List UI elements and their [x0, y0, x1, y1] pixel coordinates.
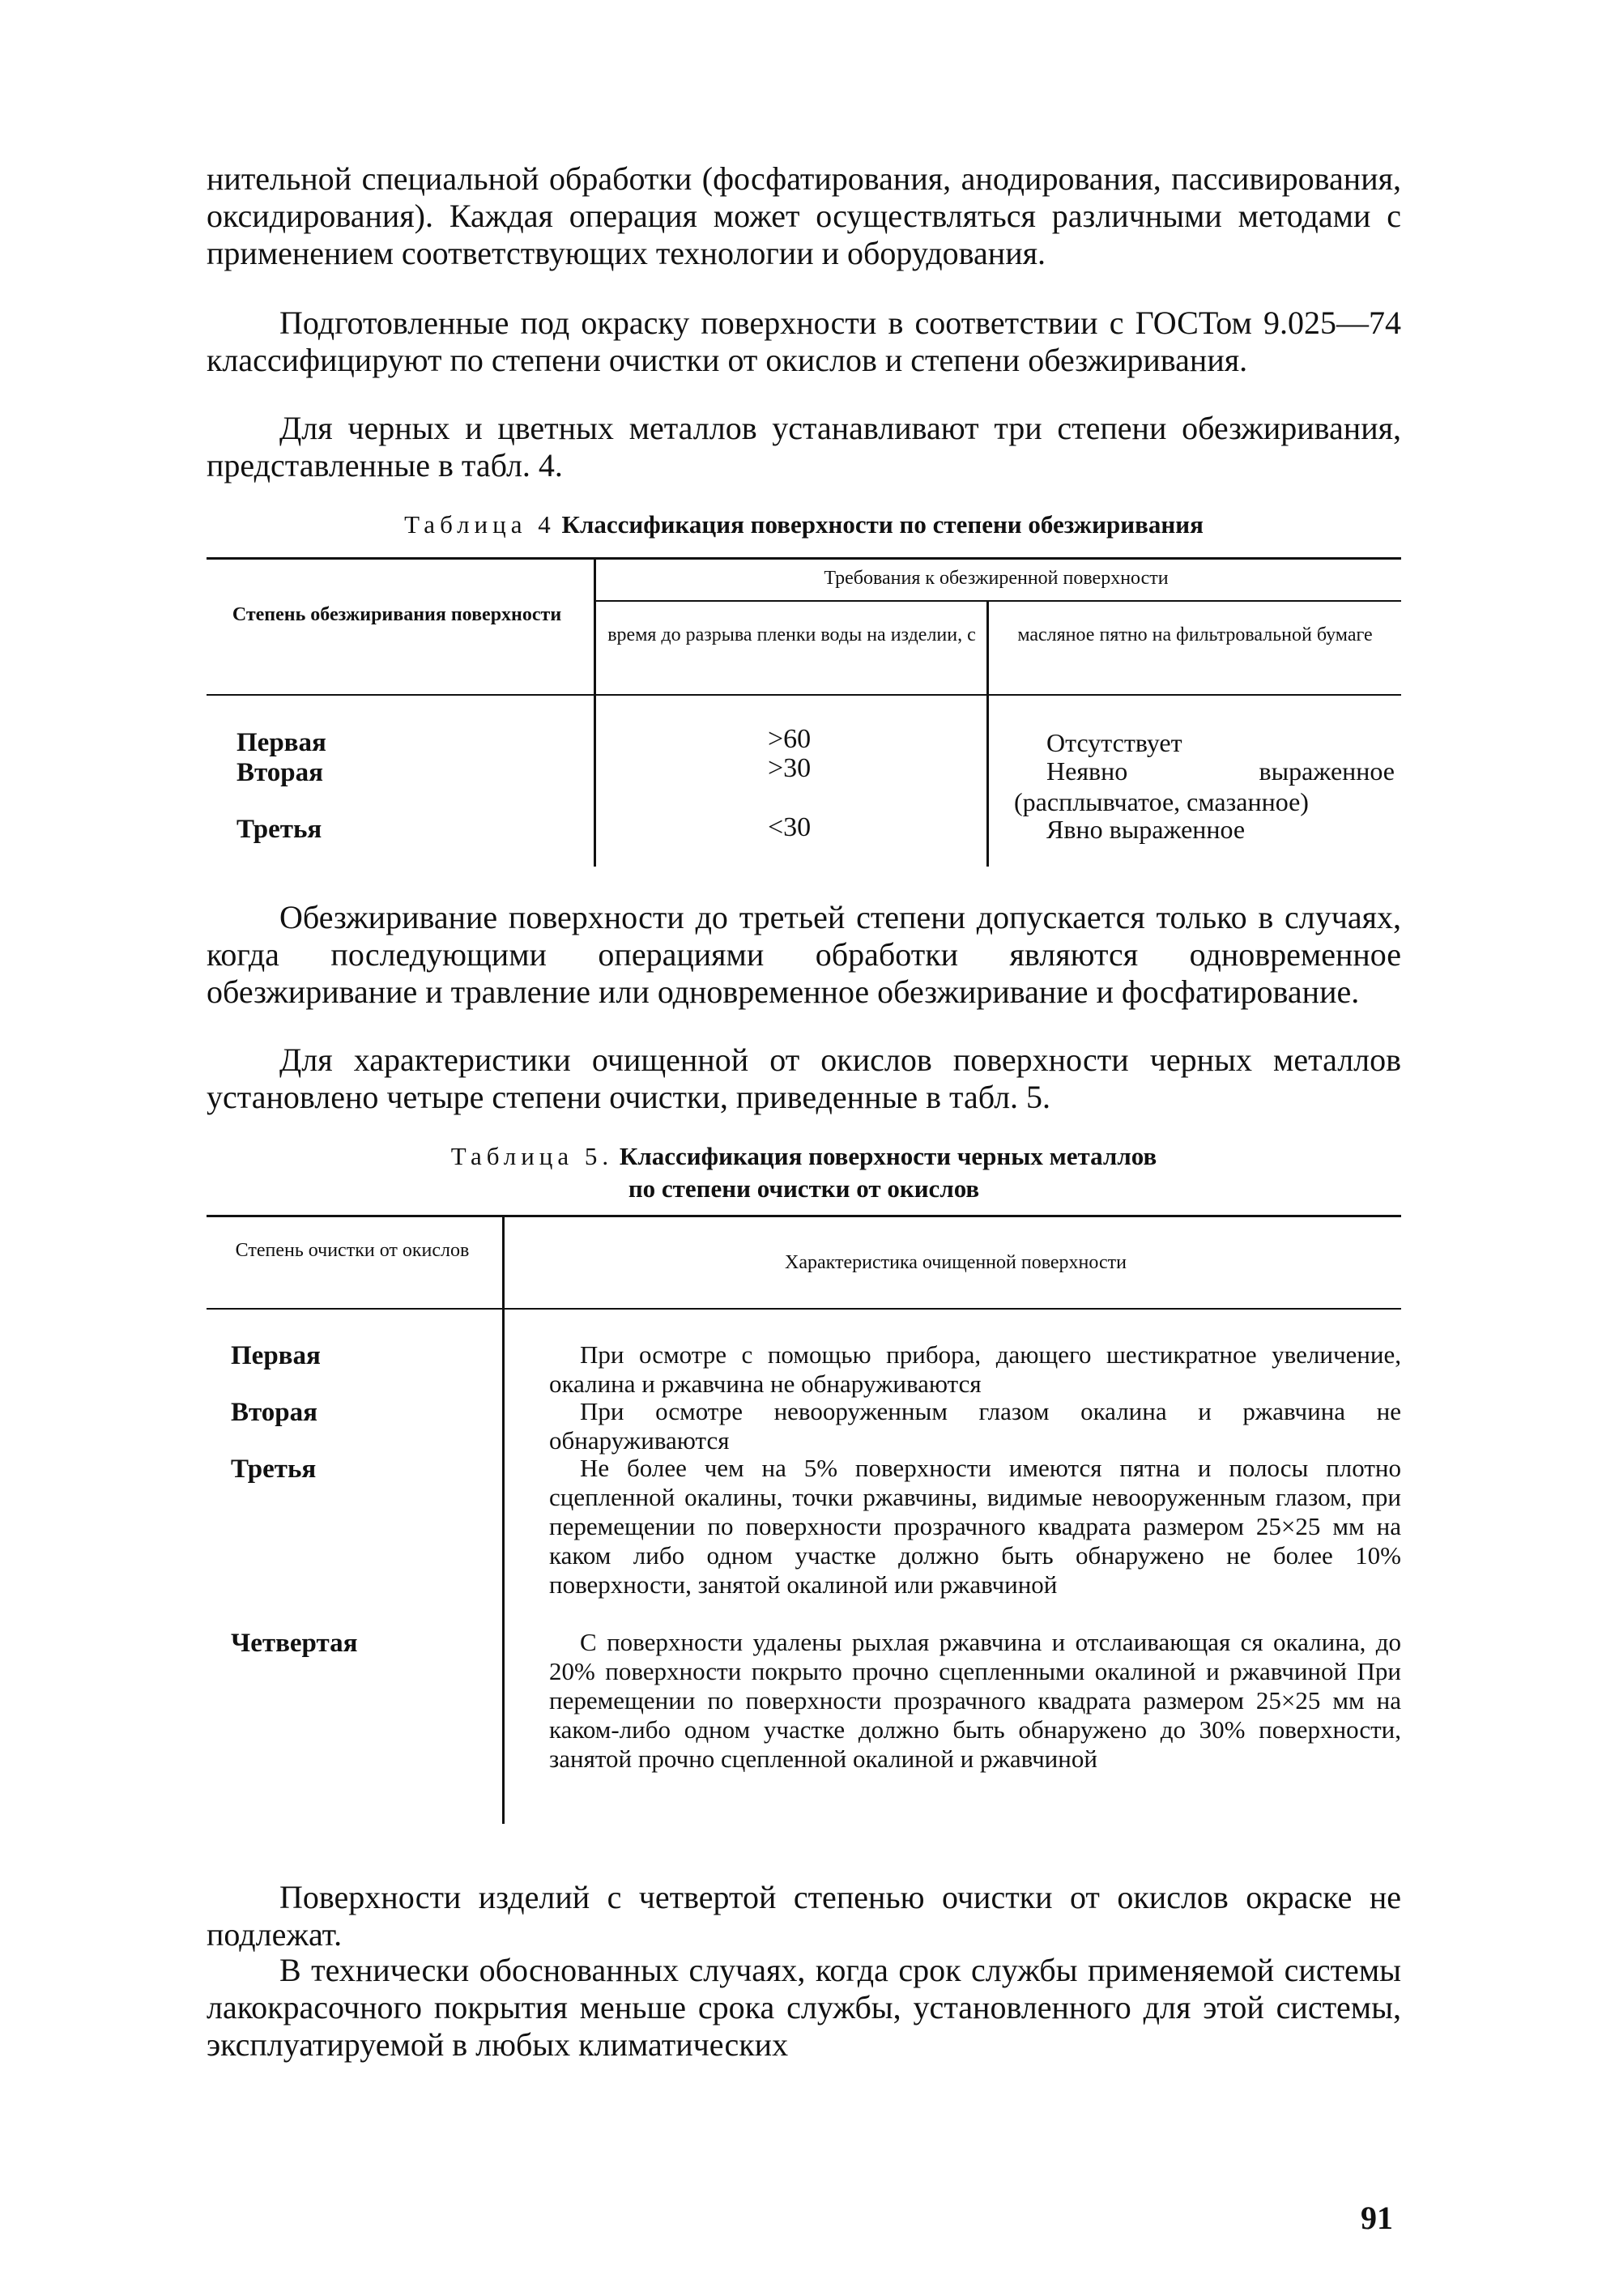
table4-group-header: Требования к обезжиренной поверхности — [824, 568, 1169, 589]
table4-row3-degree: Третья — [236, 815, 322, 844]
table5-row3-text: Не более чем на 5% поверхности имеются пятна и полосы плотно сцепленной окалины, точки ржавчины, видимые невооруженным глазом, при перемещении по поверхности прозрачного квадрата размером 25×25 мм на каком либо одном участке должно быть обнаружено не более 10% поверхности, занятой окалиной или ржавчиной — [549, 1454, 1401, 1599]
table4-row2-degree: Вторая — [236, 758, 323, 787]
table5-caption-title-2: по степени очистки от окислов — [628, 1174, 980, 1203]
table4-row3-time: <30 — [768, 812, 812, 842]
paragraph-6: Поверхности изделий с четвертой степенью очистки от окислов окраске не подлежат. — [207, 1879, 1401, 1953]
table4-top-rule — [207, 557, 1401, 560]
table5-row4-degree: Четвертая — [231, 1629, 358, 1658]
table4-row1-time: >60 — [768, 724, 812, 754]
table5-row3-degree: Третья — [231, 1455, 317, 1484]
paragraph-7: В технически обоснованных случаях, когда срок службы применяемой системы лакокрасочного покрытия меньше срока службы, установленного для этой системы, эксплуатируемой в любых климатических — [207, 1952, 1401, 2063]
table5-col2-header: Характеристика очищенной поверхности — [785, 1252, 1127, 1273]
table5-vline — [502, 1216, 505, 1824]
table4-col2-header: время до разрыва пленки воды на изделии, с — [607, 624, 976, 645]
table4-col1-header: Степень обезжиривания поверхности — [232, 604, 562, 625]
paragraph-1: нительной специальной обработки (фосфатирования, анодирования, пассивирования, оксидирования). Каждая операция может осуществляться различными методами с применением соответствующих технологии и оборудования. — [207, 160, 1401, 271]
paragraph-2: Подготовленные под окраску поверхности в соответствии с ГОСТом 9.025—74 классифицируют по степени очистки от окислов и степени обезжиривания. — [207, 305, 1401, 378]
table4-row2-time: >30 — [768, 753, 812, 783]
table4-row2-spot: Неявно выраженное (расплывчатое, смазанное) — [1014, 756, 1395, 816]
paragraph-4: Обезжиривание поверхности до третьей степени допускается только в случаях, когда последующими операциями обработки являются одновременное обезжиривание и травление или одновременное обезжиривание и фосфатирование. — [207, 899, 1401, 1010]
table4-caption-label: Таблица 4 — [404, 510, 556, 539]
table5-row1-text: При осмотре с помощью прибора, дающего шестикратное увеличение, окалина и ржавчина не обнаруживаются — [549, 1340, 1401, 1398]
table5-row4-text: С поверхности удалены рыхлая ржавчина и отслаивающая ся окалина, до 20% поверхности покрыто прочно сцепленными окалиной и ржавчиной При перемещении по поверхности прозрачного квадрата размером 25×25 мм на каком-либо одном участке должно быть обнаружено до 30% поверхности, занятой прочно сцепленной окалиной и ржавчиной — [549, 1628, 1401, 1773]
table5-header-rule — [207, 1308, 1401, 1310]
table4-vline-1 — [594, 559, 596, 867]
table4-vline-2 — [986, 602, 989, 867]
paragraph-5: Для характеристики очищенной от окислов поверхности черных металлов установлено четыре степени очистки, приведенные в табл. 5. — [207, 1042, 1401, 1115]
table5-col1-header: Степень очистки от окислов — [235, 1240, 470, 1261]
table5-top-rule — [207, 1215, 1401, 1217]
table4-header-rule — [207, 694, 1401, 696]
table4-row3-spot: Явно выраженное — [1046, 815, 1246, 844]
table4-row1-spot: Отсутствует — [1046, 728, 1182, 757]
table4-col3-header: масляное пятно на фильтровальной бумаге — [1017, 624, 1373, 645]
page-number: 91 — [1361, 2200, 1393, 2236]
table4-caption-title: Классификация поверхности по степени обезжиривания — [561, 510, 1204, 539]
table5-row2-text: При осмотре невооруженным глазом окалина и ржавчина не обнаруживаются — [549, 1397, 1401, 1455]
table4-row1-degree: Первая — [236, 728, 326, 757]
table5-row2-degree: Вторая — [231, 1398, 317, 1427]
table4-group-rule — [595, 600, 1401, 602]
table4-caption — [207, 509, 1401, 541]
table5-caption-title-1: Классификация поверхности черных металлов — [619, 1142, 1157, 1170]
table5-row1-degree: Первая — [231, 1341, 321, 1370]
table5-caption — [207, 1140, 1401, 1205]
table5-caption-label: Таблица 5. — [450, 1142, 614, 1170]
paragraph-3: Для черных и цветных металлов устанавливают три степени обезжиривания, представленные в табл. 4. — [207, 410, 1401, 483]
